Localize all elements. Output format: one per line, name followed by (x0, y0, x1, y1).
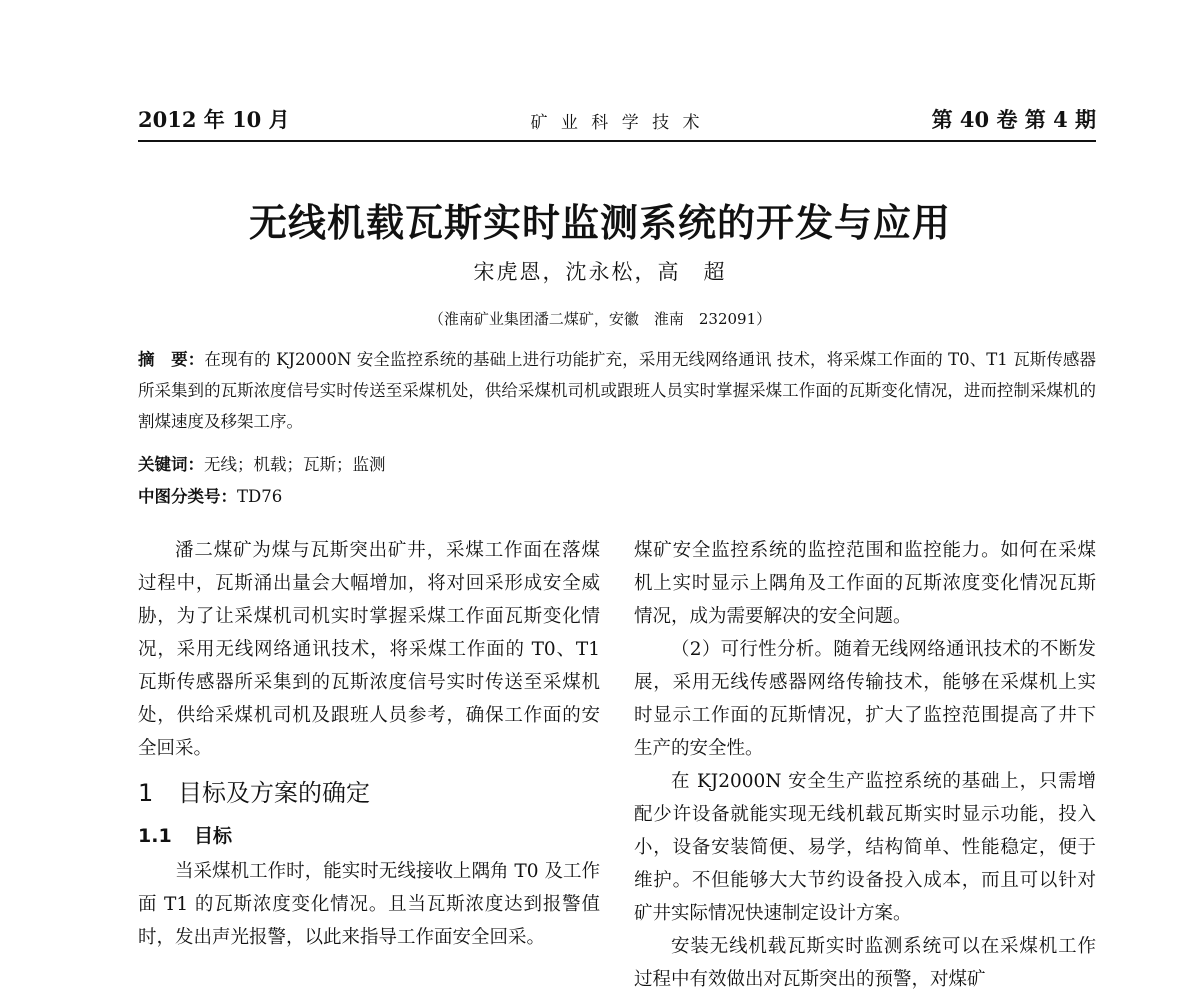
issue-date: 2012 年 10 月 (138, 107, 290, 132)
keywords (138, 451, 386, 475)
classification-label: 中图分类号： (138, 487, 237, 506)
classification (138, 483, 282, 507)
left-column (138, 534, 600, 954)
intro-paragraph: 潘二煤矿为煤与瓦斯突出矿井，采煤工作面在落煤过程中，瓦斯涌出量会大幅增加，将对回采形成安全威胁，为了让采煤机司机实时掌握采煤工作面瓦斯变化情况，采用无线网络通讯技术，将采煤工作面的 T0、T1 瓦斯传感器所采集到的瓦斯浓度信号实时传送至采煤机处，供给采煤机司机及跟班人员参考，确保工作面的安全回采。 (138, 540, 600, 759)
abstract-text: 在现有的 KJ2000N 安全监控系统的基础上进行功能扩充，采用无线网络通讯 技术，将采煤工作面的 T0、T1 瓦斯传感器所采集到的瓦斯浓度信号实时传送至采煤机处，供给采煤机司机或跟班人员实时掌握采煤工作面的瓦斯变化情况，进而控制采煤机的割煤速度及移架工序。 (138, 350, 1097, 431)
classification-text: TD76 (237, 487, 283, 506)
section-1-1-heading (138, 820, 600, 853)
keywords-text: 无线；机载；瓦斯；监测 (204, 455, 386, 474)
section-1-title: 目标及方案的确定 (178, 779, 370, 807)
paper-title: 无线机载瓦斯实时监测系统的开发与应用 (248, 200, 951, 245)
section-1-1-paragraph: 当采煤机工作时，能实时无线接收上隅角 T0 及工作面 T1 的瓦斯浓度变化情况。且当瓦斯浓度达到报警值时，发出声光报警，以此来指导工作面安全回采。 (138, 861, 600, 948)
authors: 宋虎恩，沈永松，高 超 (473, 260, 727, 284)
header-rule (138, 140, 1096, 142)
right-paragraph-3: 在 KJ2000N 安全生产监控系统的基础上，只需增配少许设备就能实现无线机载瓦斯实时显示功能，投入小，设备安装简便、易学，结构简单、性能稳定，便于维护。不但能够大大节约设备投入成本，而且可以针对矿井实际情况快速制定设计方案。 (634, 771, 1096, 924)
section-1-1-title: 目标 (194, 825, 233, 847)
journal-name: 矿 业 科 学 技 术 (530, 113, 704, 133)
section-1-heading (138, 777, 600, 810)
right-column (634, 534, 1096, 996)
keywords-label: 关键词： (138, 455, 204, 474)
running-header (138, 100, 1096, 138)
abstract-label: 摘 要： (138, 350, 205, 369)
abstract (138, 344, 1096, 437)
right-paragraph-2: （2）可行性分析。随着无线网络通讯技术的不断发展，采用无线传感器网络传输技术，能够在采煤机上实时显示工作面的瓦斯情况，扩大了监控范围提高了井下生产的安全性。 (634, 639, 1096, 759)
affiliation: （淮南矿业集团潘二煤矿，安徽 淮南 232091） (428, 310, 772, 328)
section-1-1-number: 1.1 (138, 825, 172, 847)
right-paragraph-4: 安装无线机载瓦斯实时监测系统可以在采煤机工作过程中有效做出对瓦斯突出的预警，对煤矿 (634, 936, 1096, 990)
right-paragraph-1: 煤矿安全监控系统的监控范围和监控能力。如何在采煤机上实时显示上隅角及工作面的瓦斯浓度变化情况瓦斯情况，成为需要解决的安全问题。 (634, 540, 1096, 627)
section-1-number: 1 (138, 779, 154, 807)
volume-issue: 第 40 卷 第 4 期 (931, 107, 1096, 132)
